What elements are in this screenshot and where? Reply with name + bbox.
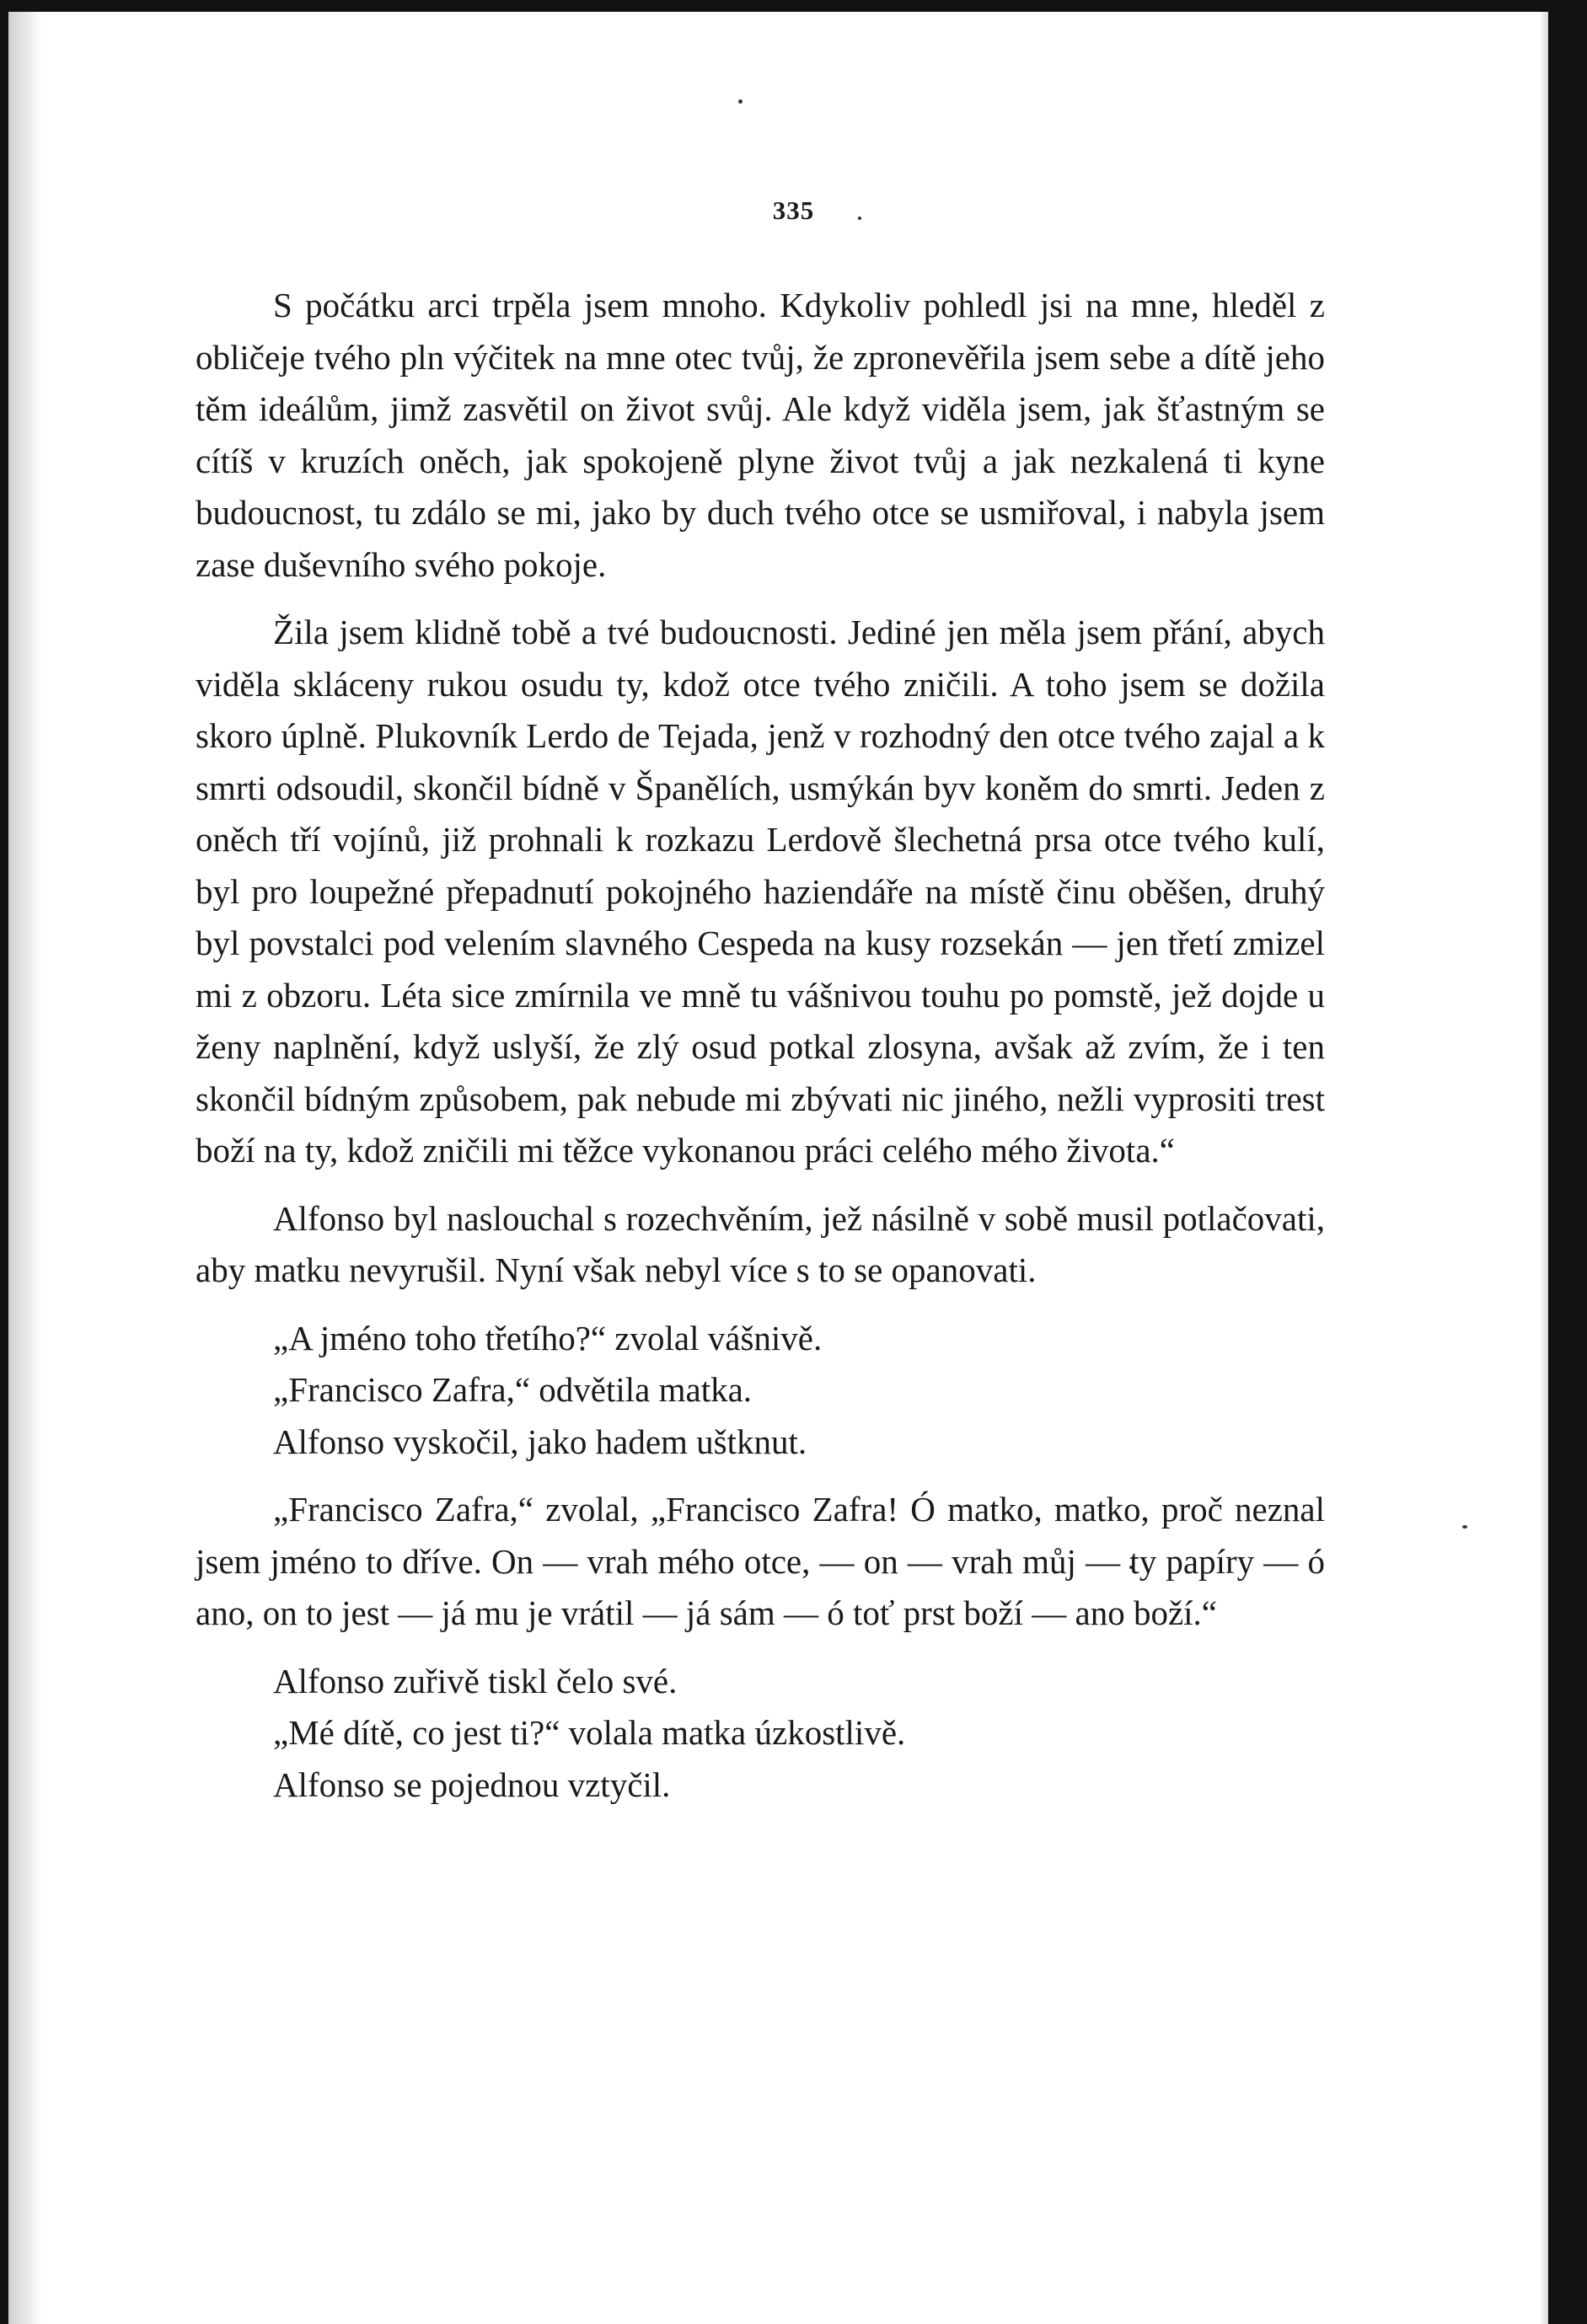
body-text (196, 280, 1325, 1811)
paragraph: „Mé dítě, co jest ti?“ volala matka úzkostlivě. (273, 1713, 906, 1752)
scan-border-left (0, 0, 8, 2324)
page-number: 335 (772, 195, 815, 225)
paragraph: „Francisco Zafra,“ odvětila matka. (273, 1370, 753, 1409)
page-edge-shadow (1540, 12, 1548, 2324)
paragraph: Alfonso zuřivě tiskl čelo své. (273, 1661, 678, 1700)
page-gutter-shadow (8, 12, 42, 2324)
paragraph: Alfonso byl naslouchal s rozechvěním, jež násilně v sobě musil potlačovati, aby matku nevyrušil. Nyní však nebyl více s to se opanovati. (196, 1198, 1325, 1289)
paragraph: „Francisco Zafra,“ zvolal, „Francisco Zafra! Ó matko, matko, proč neznal jsem jméno to dříve. On — vrah mého otce, — on — vrah můj — ty papíry — ó ano, on to jest — já mu je vrátil — já sám — ó toť prst boží — ano boží.“ (196, 1490, 1325, 1632)
scan-border-top (0, 0, 1587, 12)
paragraph: Žila jsem klidně tobě a tvé budoucnosti. Jediné jen měla jsem přání, abych viděla skláceny rukou osudu ty, kdož otce tvého zničili. A toho jsem se dožila skoro úplně. Plukovník Lerdo de Tejada, jenž v rozhodný den otce tvého zajal a k smrti odsoudil, skončil bídně v Španělích, usmýkán byv koněm do smrti. Jeden z oněch tří vojínů, již prohnali k rozkazu Lerdově šlechetná prsa otce tvého kulí, byl pro loupežné přepadnutí pokojného haziendáře na místě činu oběšen, druhý byl povstalci pod velením slavného Cespeda na kusy rozsekán — jen třetí zmizel mi z obzoru. Léta sice zmírnila ve mně tu vášnivou touhu po pomstě, jež dojde u ženy naplnění, když uslyší, že zlý osud potkal zlosyna, avšak až zvím, že i ten skončil bídným způsobem, pak nebude mi zbývati nic jiného, nežli vyprositi trest boží na ty, kdož zničili mi těžce vykonanou práci celého mého života.“ (196, 613, 1325, 1170)
paragraph: S počátku arci trpěla jsem mnoho. Kdykoliv pohledl jsi na mne, hleděl z obličeje tvého pln výčitek na mne otec tvůj, že zpronevěřila jsem sebe a dítě jeho těm ideálům, jimž zasvětil on život svůj. Ale když viděla jsem, jak šťastným se cítíš v kruzích oněch, jak spokojeně plyne život tvůj a jak nezkalená ti kyne budoucnost, tu zdálo se mi, jako by duch tvého otce se usmiřoval, i nabyla jsem zase duševního svého pokoje. (196, 286, 1325, 584)
paragraph: Alfonso se pojednou vztyčil. (273, 1764, 671, 1804)
paragraph: „A jméno toho třetího?“ zvolal vášnivě. (273, 1318, 823, 1357)
scan-border-right (1548, 0, 1587, 2324)
scan-speck (738, 99, 743, 104)
paragraph: Alfonso vyskočil, jako hadem uštknut. (273, 1422, 807, 1461)
scan-speck (1462, 1525, 1467, 1529)
